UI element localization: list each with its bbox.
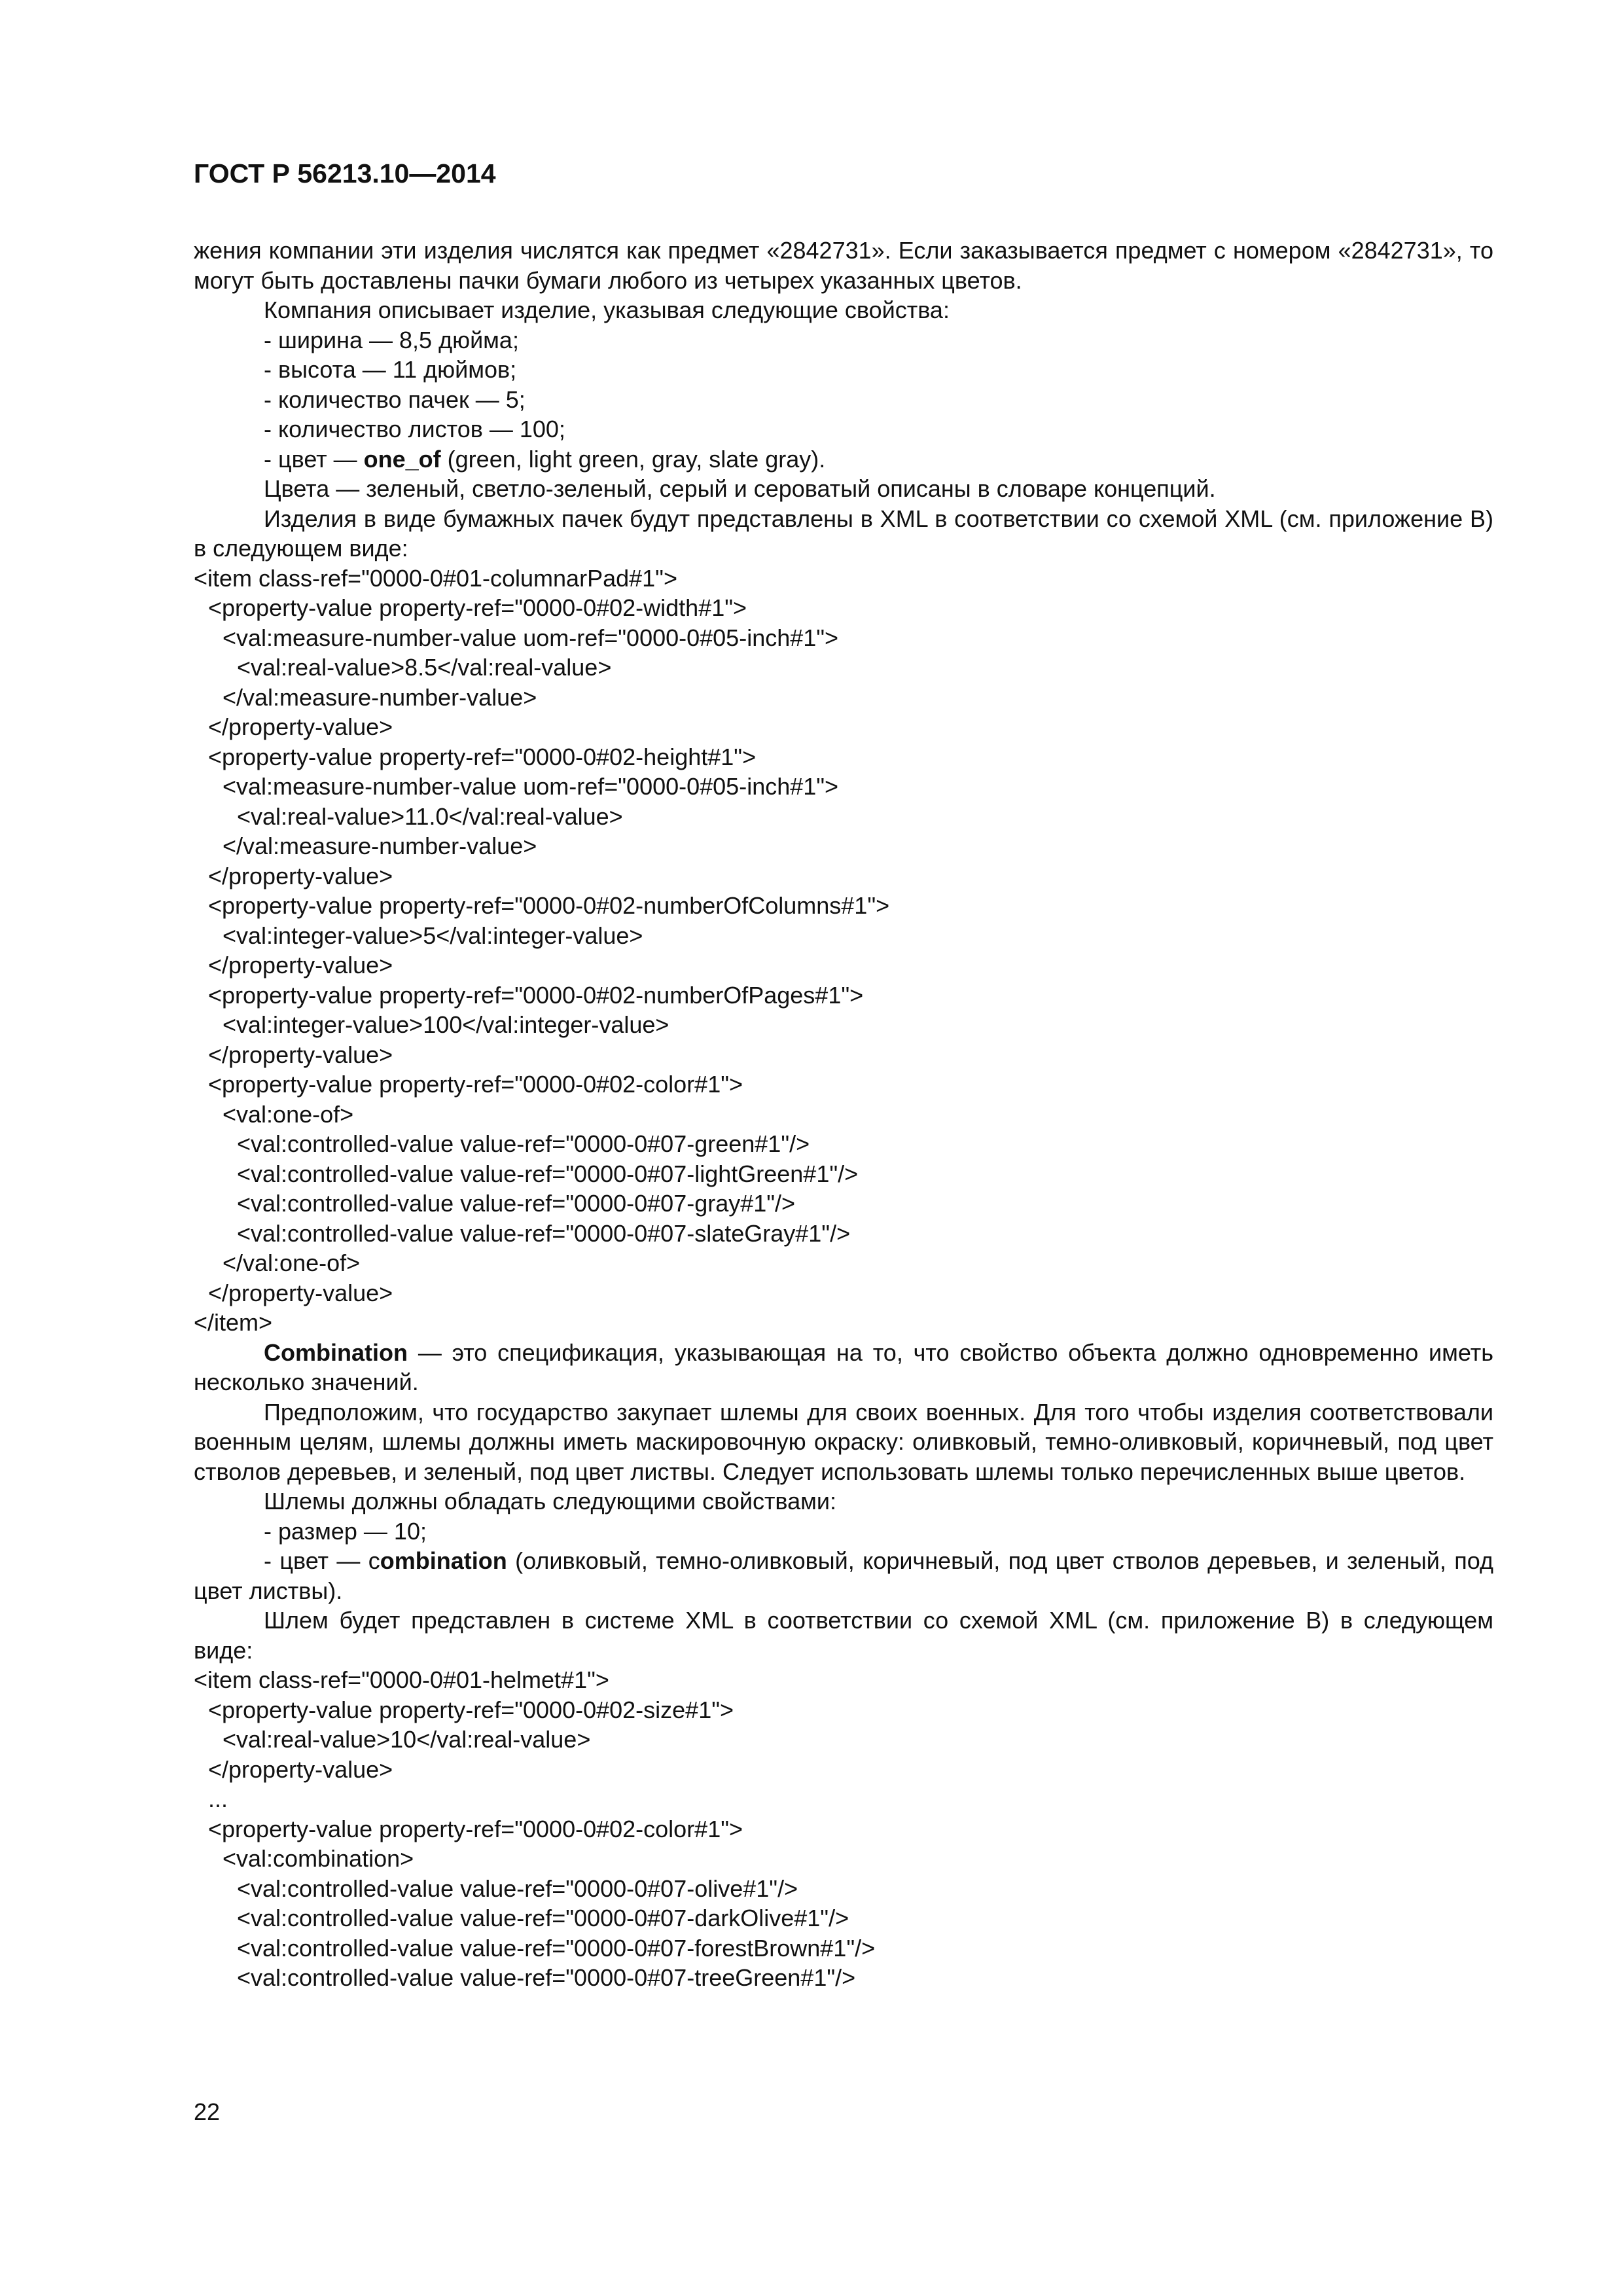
- list-item: [194, 1546, 1493, 1605]
- code-line: </val:measure-number-value>: [223, 833, 537, 859]
- keyword-bold: one_of: [363, 445, 441, 473]
- code-line: </property-value>: [208, 862, 393, 889]
- code-line: <val:controlled-value value-ref="0000-0#07-forestBrown#1"/>: [237, 1934, 876, 1962]
- code-line: </property-value>: [208, 713, 393, 740]
- document-header: ГОСТ Р 56213.10—2014: [194, 158, 496, 188]
- code-line: </property-value>: [208, 952, 393, 978]
- list-item-text: - цвет —: [264, 445, 364, 473]
- code-line: <val:controlled-value value-ref="0000-0#07-gray#1"/>: [237, 1190, 796, 1217]
- list-item-text: (оливковый, темно-оливковый, коричневый, под цвет стволов деревьев, и зеленый, под цвет листвы).: [194, 1547, 1493, 1604]
- code-line: </property-value>: [208, 1279, 393, 1306]
- code-line: <val:controlled-value value-ref="0000-0#07-lightGreen#1"/>: [237, 1160, 859, 1187]
- code-line: <val:integer-value>100</val:integer-value>: [223, 1011, 669, 1038]
- code-line: <val:measure-number-value uom-ref="0000-0#05-inch#1">: [223, 624, 839, 651]
- property-list: [194, 1516, 1493, 1606]
- code-line: </item>: [194, 1309, 273, 1336]
- code-line: <property-value property-ref="0000-0#02-width#1">: [208, 594, 747, 621]
- code-line: </val:one-of>: [223, 1249, 361, 1276]
- code-line: <val:controlled-value value-ref="0000-0#07-darkOlive#1"/>: [237, 1905, 849, 1931]
- code-line: <val:one-of>: [223, 1100, 354, 1128]
- paragraph-text: — это спецификация, указывающая на то, что свойство объекта должно одновременно иметь несколько значений.: [194, 1338, 1493, 1395]
- paragraph: Предположим, что государство закупает шлемы для своих военных. Для того чтобы изделия соответствовали военным целям, шлемы должны иметь маскировочную окраску: оливковый, темно-оливковый, коричневый, под цвет стволов деревьев, и зеленый, под цвет листвы. Следует использовать шлемы только перечисленных выше цветов.: [194, 1398, 1493, 1485]
- code-line: <val:controlled-value value-ref="0000-0#07-green#1"/>: [237, 1130, 810, 1157]
- code-line: <val:controlled-value value-ref="0000-0#07-olive#1"/>: [237, 1874, 798, 1902]
- code-line: <val:real-value>10</val:real-value>: [223, 1726, 591, 1753]
- list-item: [194, 444, 1493, 475]
- list-item: - количество пачек — 5;: [264, 386, 526, 413]
- paragraph: Цвета — зеленый, светло-зеленый, серый и сероватый описаны в словаре концепций.: [264, 475, 1216, 502]
- code-line: <val:integer-value>5</val:integer-value>: [223, 922, 643, 949]
- code-line: <property-value property-ref="0000-0#02-color#1">: [208, 1071, 743, 1098]
- code-line: <val:real-value>11.0</val:real-value>: [237, 802, 623, 830]
- paragraph: Компания описывает изделие, указывая следующие свойства:: [264, 296, 950, 323]
- page-number: 22: [194, 2098, 221, 2125]
- code-line: <val:measure-number-value uom-ref="0000-0#05-inch#1">: [223, 773, 839, 800]
- page-body: [194, 236, 1493, 1993]
- code-line: <item class-ref="0000-0#01-columnarPad#1">: [194, 564, 677, 592]
- paragraph: Шлемы должны обладать следующими свойствами:: [264, 1488, 837, 1515]
- list-item: - ширина — 8,5 дюйма;: [264, 326, 519, 353]
- keyword-bold: ombination: [380, 1547, 507, 1574]
- code-line: ...: [208, 1785, 228, 1812]
- code-line: <property-value property-ref="0000-0#02-height#1">: [208, 743, 757, 770]
- list-item: - высота — 11 дюймов;: [264, 356, 517, 383]
- code-line: <val:controlled-value value-ref="0000-0#07-slateGray#1"/>: [237, 1219, 851, 1247]
- list-item: - количество листов — 100;: [264, 416, 565, 442]
- paragraph: Изделия в виде бумажных пачек будут представлены в XML в соответствии со схемой XML (см. приложение В) в следующем виде:: [194, 505, 1493, 562]
- list-item-text: - цвет — c: [264, 1547, 380, 1574]
- code-line: </val:measure-number-value>: [223, 683, 537, 711]
- xml-code-block: [194, 564, 1493, 1338]
- code-line: <property-value property-ref="0000-0#02-numberOfPages#1">: [208, 981, 864, 1009]
- term-bold: Combination: [264, 1338, 408, 1366]
- code-line: <val:real-value>8.5</val:real-value>: [237, 654, 612, 681]
- property-list: [194, 325, 1493, 475]
- code-line: <property-value property-ref="0000-0#02-size#1">: [208, 1696, 734, 1723]
- list-item-text: (green, light green, gray, slate gray).: [440, 445, 826, 473]
- code-line: <property-value property-ref="0000-0#02-color#1">: [208, 1815, 743, 1842]
- paragraph: жения компании эти изделия числятся как предмет «2842731». Если заказывается предмет с номером «2842731», то могут быть доставлены пачки бумаги любого из четырех указанных цветов.: [194, 237, 1493, 294]
- code-line: <item class-ref="0000-0#01-helmet#1">: [194, 1666, 609, 1693]
- list-item: - размер — 10;: [264, 1517, 427, 1545]
- code-line: <property-value property-ref="0000-0#02-numberOfColumns#1">: [208, 892, 890, 919]
- code-line: </property-value>: [208, 1755, 393, 1783]
- paragraph: [194, 1338, 1493, 1397]
- code-line: </property-value>: [208, 1041, 393, 1068]
- xml-code-block: [194, 1665, 1493, 1993]
- code-line: <val:combination>: [223, 1845, 414, 1872]
- code-line: <val:controlled-value value-ref="0000-0#07-treeGreen#1"/>: [237, 1964, 856, 1991]
- paragraph: Шлем будет представлен в системе XML в соответствии со схемой XML (см. приложение В) в следующем виде:: [194, 1607, 1493, 1664]
